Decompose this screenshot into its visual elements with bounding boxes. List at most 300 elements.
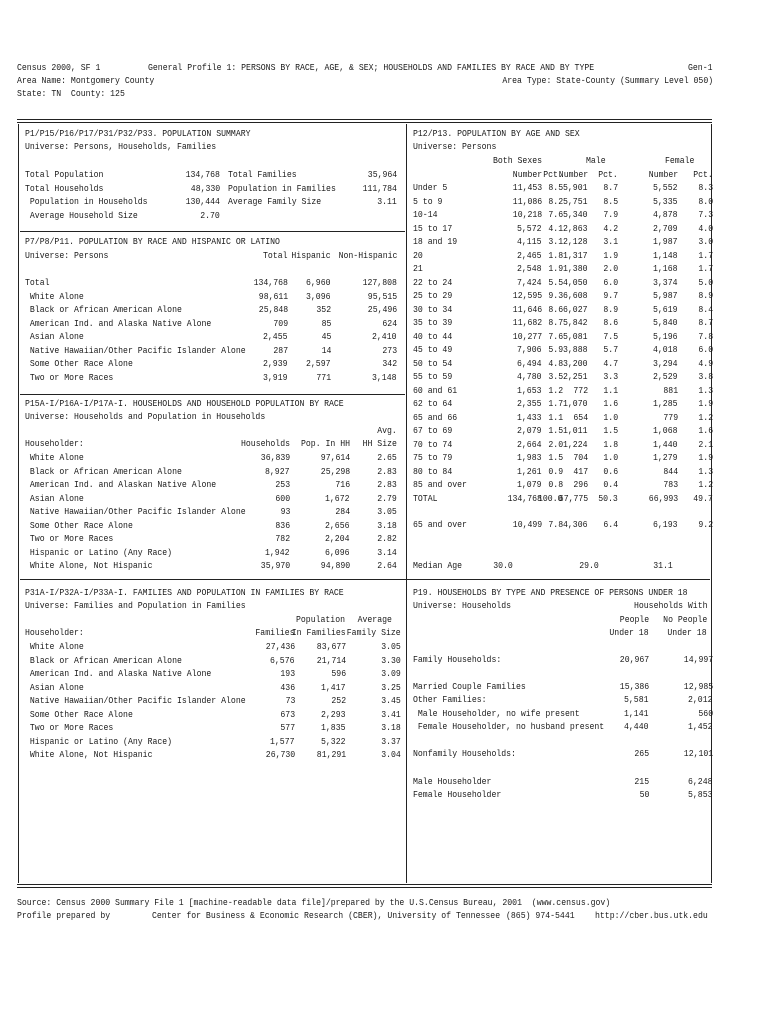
hh-type-head-under18-b: Under 18 bbox=[667, 627, 707, 638]
families-head-average: Average bbox=[357, 614, 392, 625]
without-under18: 560 bbox=[698, 708, 713, 719]
both-pct: 2.0 bbox=[548, 438, 563, 450]
householder-race: American Ind. and Alaska Native Alone bbox=[25, 668, 212, 679]
with-under18: 50 bbox=[639, 789, 649, 800]
female-number: 1,285 bbox=[653, 398, 678, 409]
race-nonhispanic: 342 bbox=[382, 358, 397, 369]
summary-value: 48,330 bbox=[190, 182, 220, 194]
family-size: 3.45 bbox=[381, 695, 401, 706]
hh-type-head-nopeople: No People bbox=[662, 614, 707, 625]
both-number: 7,906 bbox=[517, 344, 542, 355]
female-number: 2,709 bbox=[653, 222, 678, 234]
race-label: Asian Alone bbox=[25, 331, 84, 342]
median-age-male: 29.0 bbox=[579, 560, 599, 571]
households-count: 836 bbox=[275, 519, 290, 531]
male-pct: 1.6 bbox=[603, 398, 618, 409]
race-hispanic: 3,096 bbox=[306, 290, 331, 302]
footer-prepared-label: Profile prepared by bbox=[17, 910, 111, 921]
female-pct: 8.9 bbox=[698, 290, 713, 301]
both-pct: 5.9 bbox=[548, 344, 563, 355]
female-pct: 1.9 bbox=[698, 398, 713, 409]
pop-in-hh: 25,298 bbox=[320, 465, 350, 477]
both-number: 2,465 bbox=[517, 249, 542, 261]
householder-race: Native Hawaiian/Other Pacific Islander Alone bbox=[25, 506, 246, 517]
both-number: 2,079 bbox=[517, 425, 542, 436]
both-number: 11,682 bbox=[512, 317, 542, 328]
both-number: 11,086 bbox=[512, 195, 542, 207]
without-under18: 5,853 bbox=[688, 789, 713, 800]
male-pct: 7.5 bbox=[603, 330, 618, 342]
householder-race: Hispanic or Latino (Any Race) bbox=[25, 735, 173, 747]
race-hispanic: 771 bbox=[316, 371, 331, 383]
age-group: 20 bbox=[413, 249, 423, 261]
male-number: 5,901 bbox=[563, 182, 588, 193]
householder-race: Black or African American Alone bbox=[25, 465, 182, 477]
without-under18: 12,985 bbox=[683, 681, 713, 692]
male-pct: 0.6 bbox=[603, 465, 618, 477]
both-pct: 0.9 bbox=[548, 465, 563, 477]
female-number: 5,335 bbox=[653, 195, 678, 207]
householder-race: Some Other Race Alone bbox=[25, 519, 133, 531]
male-pct: 8.5 bbox=[603, 195, 618, 207]
hh-size: 2.64 bbox=[377, 560, 397, 571]
household-type: Other Families: bbox=[413, 694, 487, 705]
with-under18: 265 bbox=[634, 748, 649, 759]
households-count: 253 bbox=[275, 479, 290, 490]
both-pct: 1.5 bbox=[548, 425, 563, 436]
female-number: 844 bbox=[663, 465, 678, 477]
family-size: 3.18 bbox=[381, 722, 401, 733]
male-pct: 6.0 bbox=[603, 276, 618, 288]
householder-race: Some Other Race Alone bbox=[25, 708, 133, 720]
male-number: 1,380 bbox=[563, 263, 588, 274]
summary-value: 130,444 bbox=[185, 196, 220, 207]
female-number: 2,529 bbox=[653, 371, 678, 382]
summary-value: 3.11 bbox=[377, 196, 397, 207]
male-number: 3,888 bbox=[563, 344, 588, 355]
both-number: 5,572 bbox=[517, 222, 542, 234]
pop-in-hh: 97,614 bbox=[320, 452, 350, 463]
pop-in-families: 21,714 bbox=[316, 654, 346, 666]
family-size: 3.09 bbox=[381, 668, 401, 679]
male-pct: 2.0 bbox=[603, 263, 618, 274]
summary-label: Average Family Size bbox=[228, 196, 322, 207]
race-total: 134,768 bbox=[253, 277, 288, 288]
race-header-total: Total bbox=[263, 250, 288, 261]
both-pct: 7.8 bbox=[548, 519, 563, 530]
age-group: 50 to 54 bbox=[413, 357, 453, 369]
race-label: Two or More Races bbox=[25, 371, 114, 383]
householder-race: White Alone bbox=[25, 641, 84, 652]
female-pct: 8.3 bbox=[698, 182, 713, 193]
male-pct: 8.7 bbox=[603, 182, 618, 193]
families-count: 26,730 bbox=[265, 749, 295, 760]
age-group: 80 to 84 bbox=[413, 465, 453, 477]
both-pct: 0.8 bbox=[548, 479, 563, 490]
female-number: 5,196 bbox=[653, 330, 678, 342]
male-pct: 3.1 bbox=[603, 236, 618, 247]
female-pct: 3.8 bbox=[698, 371, 713, 382]
householder-race: Two or More Races bbox=[25, 722, 114, 733]
race-title: P7/P8/P11. POPULATION BY RACE AND HISPANIC OR LATINO bbox=[25, 236, 280, 247]
household-type: Nonfamily Households: bbox=[413, 748, 516, 759]
female-pct: 1.6 bbox=[698, 425, 713, 436]
hh-size: 2.79 bbox=[377, 492, 397, 504]
census-source-label: Census 2000, SF 1 bbox=[17, 62, 101, 73]
both-pct: 4.1 bbox=[548, 222, 563, 234]
family-size: 3.25 bbox=[381, 681, 401, 693]
race-hispanic: 6,960 bbox=[306, 277, 331, 288]
race-hispanic: 14 bbox=[321, 344, 331, 356]
female-pct: 1.7 bbox=[698, 263, 713, 274]
age-group: 60 and 61 bbox=[413, 384, 458, 396]
both-number: 7,424 bbox=[517, 276, 542, 288]
race-label: American Ind. and Alaska Native Alone bbox=[25, 317, 212, 329]
both-number: 4,115 bbox=[517, 236, 542, 247]
age-sex-universe: Universe: Persons bbox=[413, 141, 497, 152]
families-count: 193 bbox=[280, 668, 295, 679]
frame-left-border bbox=[18, 124, 19, 883]
race-label: Total bbox=[25, 277, 50, 288]
hh-type-head-with: Households With bbox=[634, 600, 708, 611]
footer-source: Source: Census 2000 Summary File 1 [machine-readable data file]/prepared by the U.S.Census Bureau, 2001 (www.census.gov) bbox=[17, 897, 611, 908]
male-number: 5,842 bbox=[563, 317, 588, 328]
female-number: 3,294 bbox=[653, 357, 678, 369]
both-number: 10,277 bbox=[512, 330, 542, 342]
household-type: Family Households: bbox=[413, 654, 502, 665]
female-number: 5,552 bbox=[653, 182, 678, 193]
race-header-nonhispanic: Non-Hispanic bbox=[338, 250, 397, 261]
age-group: 55 to 59 bbox=[413, 371, 453, 382]
hh-size: 2.83 bbox=[377, 465, 397, 477]
householder-race: White Alone, Not Hispanic bbox=[25, 749, 153, 760]
both-pct: 9.3 bbox=[548, 290, 563, 301]
age-group: 85 and over bbox=[413, 479, 467, 490]
male-pct: 8.6 bbox=[603, 317, 618, 328]
both-pct: 100.0 bbox=[538, 492, 563, 504]
male-pct: 1.1 bbox=[603, 384, 618, 396]
female-number: 5,619 bbox=[653, 303, 678, 315]
households-universe: Universe: Households and Population in Households bbox=[25, 411, 266, 422]
households-count: 8,927 bbox=[265, 465, 290, 477]
householder-race: Two or More Races bbox=[25, 533, 114, 544]
householder-race: Native Hawaiian/Other Pacific Islander Alone bbox=[25, 695, 246, 706]
age-group: 10-14 bbox=[413, 209, 438, 220]
race-nonhispanic: 127,808 bbox=[362, 277, 397, 288]
hh-type-title: P19. HOUSEHOLDS BY TYPE AND PRESENCE OF PERSONS UNDER 18 bbox=[413, 587, 688, 598]
both-number: 1,261 bbox=[517, 465, 542, 477]
household-type: Married Couple Families bbox=[413, 681, 526, 692]
age-group: 30 to 34 bbox=[413, 303, 453, 315]
male-number: 6,027 bbox=[563, 303, 588, 315]
male-pct: 50.3 bbox=[598, 492, 618, 504]
race-nonhispanic: 25,496 bbox=[367, 304, 397, 315]
race-total: 98,611 bbox=[258, 290, 288, 302]
race-nonhispanic: 2,410 bbox=[372, 331, 397, 342]
pop-in-families: 2,293 bbox=[321, 708, 346, 720]
households-count: 1,942 bbox=[265, 546, 290, 558]
both-pct: 1.2 bbox=[548, 384, 563, 396]
age-sex-group-both: Both Sexes bbox=[493, 155, 543, 166]
male-number: 1,070 bbox=[563, 398, 588, 409]
age-sex-group-female: Female bbox=[665, 155, 695, 166]
male-pct: 1.0 bbox=[603, 411, 618, 423]
male-pct: 4.7 bbox=[603, 357, 618, 369]
female-number: 1,440 bbox=[653, 438, 678, 450]
male-number: 3,200 bbox=[563, 357, 588, 369]
both-number: 1,653 bbox=[517, 384, 542, 396]
households-title: P15A-I/P16A-I/P17A-I. HOUSEHOLDS AND HOUSEHOLD POPULATION BY RACE bbox=[25, 398, 344, 409]
age-sex-title: P12/P13. POPULATION BY AGE AND SEX bbox=[413, 128, 580, 139]
race-hispanic: 85 bbox=[321, 317, 331, 329]
female-pct: 1.2 bbox=[698, 411, 713, 423]
householder-race: Black or African American Alone bbox=[25, 654, 182, 666]
race-total: 2,939 bbox=[263, 358, 288, 369]
with-under18: 15,386 bbox=[619, 681, 649, 692]
pop-in-families: 5,322 bbox=[321, 735, 346, 747]
female-number: 5,987 bbox=[653, 290, 678, 301]
age-group: Under 5 bbox=[413, 182, 448, 193]
both-pct: 8.6 bbox=[548, 303, 563, 315]
footer-prepared-by: Center for Business & Economic Research (CBER), University of Tennessee bbox=[152, 910, 501, 921]
both-pct: 1.7 bbox=[548, 398, 563, 409]
pop-summary-title: P1/P15/P16/P17/P31/P32/P33. POPULATION SUMMARY bbox=[25, 128, 251, 139]
female-pct: 8.0 bbox=[698, 195, 713, 207]
families-count: 436 bbox=[280, 681, 295, 693]
both-pct: 1.8 bbox=[548, 249, 563, 261]
pop-in-families: 596 bbox=[331, 668, 346, 679]
summary-label: Population in Families bbox=[228, 182, 336, 194]
female-number: 1,068 bbox=[653, 425, 678, 436]
hh-size: 2.82 bbox=[377, 533, 397, 544]
frame-bottom-rule bbox=[17, 884, 712, 888]
male-pct: 1.5 bbox=[603, 425, 618, 436]
male-pct: 1.9 bbox=[603, 249, 618, 261]
male-pct: Pct. bbox=[598, 169, 618, 180]
families-header-size: Family Size bbox=[347, 627, 401, 638]
male-number: 67,775 bbox=[558, 492, 588, 504]
age-group: 35 to 39 bbox=[413, 317, 453, 328]
households-count: 36,839 bbox=[260, 452, 290, 463]
householder-race: Asian Alone bbox=[25, 681, 84, 693]
female-number: 4,018 bbox=[653, 344, 678, 355]
household-type: Female Householder, no husband present bbox=[413, 721, 605, 732]
race-nonhispanic: 95,515 bbox=[367, 290, 397, 302]
footer-url: http://cber.bus.utk.edu bbox=[595, 910, 708, 921]
male-number: 2,128 bbox=[563, 236, 588, 247]
summary-label: Total Households bbox=[25, 182, 104, 194]
column-divider bbox=[406, 124, 407, 883]
female-pct: 7.8 bbox=[698, 330, 713, 342]
age-group: TOTAL bbox=[413, 492, 438, 504]
household-type: Female Householder bbox=[413, 789, 502, 800]
without-under18: 2,012 bbox=[688, 694, 713, 705]
pop-summary-universe: Universe: Persons, Households, Families bbox=[25, 141, 217, 152]
families-header-householder: Householder: bbox=[25, 627, 84, 638]
without-under18: 14,997 bbox=[683, 654, 713, 665]
race-total: 2,455 bbox=[263, 331, 288, 342]
summary-value: 111,784 bbox=[362, 182, 397, 194]
family-size: 3.30 bbox=[381, 654, 401, 666]
families-count: 577 bbox=[280, 722, 295, 733]
age-group: 75 to 79 bbox=[413, 452, 453, 463]
race-total: 25,848 bbox=[258, 304, 288, 315]
footer-phone: (865) 974-5441 bbox=[506, 910, 575, 921]
households-count: 35,970 bbox=[260, 560, 290, 571]
male-number: 1,317 bbox=[563, 249, 588, 261]
race-total: 709 bbox=[273, 317, 288, 329]
age-group: 18 and 19 bbox=[413, 236, 458, 247]
female-number: 1,148 bbox=[653, 249, 678, 261]
female-pct: 1.7 bbox=[698, 249, 713, 261]
median-age-female: 31.1 bbox=[653, 560, 673, 571]
both-pct: 5.5 bbox=[548, 276, 563, 288]
section-rule bbox=[20, 579, 710, 580]
families-count: 673 bbox=[280, 708, 295, 720]
race-total: 3,919 bbox=[263, 371, 288, 383]
both-number: 2,664 bbox=[517, 438, 542, 450]
summary-value: 35,964 bbox=[367, 169, 397, 180]
hh-size: 3.05 bbox=[377, 506, 397, 517]
both-pct: 7.6 bbox=[548, 330, 563, 342]
male-number: 296 bbox=[573, 479, 588, 490]
both-number: Number bbox=[512, 169, 542, 180]
male-number: 2,251 bbox=[563, 371, 588, 382]
male-number: Number bbox=[558, 169, 588, 180]
report-code: Gen-1 bbox=[688, 62, 713, 73]
hh-size: 2.65 bbox=[377, 452, 397, 463]
section-rule bbox=[20, 231, 405, 232]
male-pct: 5.7 bbox=[603, 344, 618, 355]
race-nonhispanic: 624 bbox=[382, 317, 397, 329]
pop-in-families: 1,417 bbox=[321, 681, 346, 693]
male-number: 6,608 bbox=[563, 290, 588, 301]
female-number: 6,193 bbox=[653, 519, 678, 530]
both-pct: 4.8 bbox=[548, 357, 563, 369]
area-type: Area Type: State-County (Summary Level 050) bbox=[502, 75, 713, 86]
male-number: 1,011 bbox=[563, 425, 588, 436]
race-label: Some Other Race Alone bbox=[25, 358, 133, 369]
households-header-pop: Pop. In HH bbox=[300, 438, 350, 449]
with-under18: 20,967 bbox=[619, 654, 649, 665]
hh-size: 3.14 bbox=[377, 546, 397, 558]
householder-race: White Alone, Not Hispanic bbox=[25, 560, 153, 571]
with-under18: 5,581 bbox=[624, 694, 649, 705]
pop-in-hh: 2,656 bbox=[325, 519, 350, 531]
both-number: 12,595 bbox=[512, 290, 542, 301]
male-pct: 1.8 bbox=[603, 438, 618, 450]
age-group: 65 and 66 bbox=[413, 411, 458, 423]
both-pct: 1.9 bbox=[548, 263, 563, 274]
male-pct: 0.4 bbox=[603, 479, 618, 490]
race-hispanic: 45 bbox=[321, 331, 331, 342]
male-number: 704 bbox=[573, 452, 588, 463]
age-group: 65 and over bbox=[413, 519, 467, 530]
both-pct: 3.5 bbox=[548, 371, 563, 382]
frame-top-rule bbox=[17, 119, 712, 123]
female-pct: 6.0 bbox=[698, 344, 713, 355]
both-number: 1,983 bbox=[517, 452, 542, 463]
both-pct: 1.1 bbox=[548, 411, 563, 423]
male-number: 5,751 bbox=[563, 195, 588, 207]
age-group: 70 to 74 bbox=[413, 438, 453, 450]
pop-in-families: 1,835 bbox=[321, 722, 346, 733]
both-pct: 3.1 bbox=[548, 236, 563, 247]
families-count: 27,436 bbox=[265, 641, 295, 652]
summary-label: Total Population bbox=[25, 169, 104, 180]
pop-in-hh: 6,096 bbox=[325, 546, 350, 558]
age-group: 40 to 44 bbox=[413, 330, 453, 342]
both-number: 11,646 bbox=[512, 303, 542, 315]
female-pct: 1.3 bbox=[698, 465, 713, 477]
family-size: 3.41 bbox=[381, 708, 401, 720]
race-label: Native Hawaiian/Other Pacific Islander Alone bbox=[25, 344, 246, 356]
section-rule bbox=[20, 394, 405, 395]
both-pct: 8.5 bbox=[548, 182, 563, 193]
age-sex-group-male: Male bbox=[586, 155, 606, 166]
female-pct: 49.7 bbox=[693, 492, 713, 504]
households-header-householder: Householder: bbox=[25, 438, 84, 449]
male-pct: 8.9 bbox=[603, 303, 618, 315]
householder-race: American Ind. and Alaskan Native Alone bbox=[25, 479, 217, 490]
pop-in-hh: 716 bbox=[335, 479, 350, 490]
households-count: 782 bbox=[275, 533, 290, 544]
households-header-size: HH Size bbox=[362, 438, 397, 449]
female-number: 66,993 bbox=[648, 492, 678, 504]
male-pct: 6.4 bbox=[603, 519, 618, 530]
family-size: 3.04 bbox=[381, 749, 401, 760]
female-number: Number bbox=[648, 169, 678, 180]
both-pct: 8.7 bbox=[548, 317, 563, 328]
male-pct: 1.0 bbox=[603, 452, 618, 463]
male-number: 772 bbox=[573, 384, 588, 396]
with-under18: 4,440 bbox=[624, 721, 649, 732]
pop-in-hh: 94,890 bbox=[320, 560, 350, 571]
race-total: 287 bbox=[273, 344, 288, 356]
female-pct: 9.2 bbox=[698, 519, 713, 530]
median-age-both: 30.0 bbox=[493, 560, 513, 571]
families-universe: Universe: Families and Population in Families bbox=[25, 600, 246, 611]
both-number: 134,768 bbox=[507, 492, 542, 504]
both-number: 6,494 bbox=[517, 357, 542, 369]
male-pct: 7.9 bbox=[603, 209, 618, 220]
age-group: 67 to 69 bbox=[413, 425, 453, 436]
families-count: 73 bbox=[285, 695, 295, 706]
pop-in-hh: 2,204 bbox=[325, 533, 350, 544]
families-title: P31A-I/P32A-I/P33A-I. FAMILIES AND POPULATION IN FAMILIES BY RACE bbox=[25, 587, 344, 598]
without-under18: 12,101 bbox=[683, 748, 713, 759]
hh-size: 2.83 bbox=[377, 479, 397, 490]
female-pct: 8.4 bbox=[698, 303, 713, 315]
state-county: State: TN County: 125 bbox=[17, 88, 125, 99]
male-number: 417 bbox=[573, 465, 588, 477]
hh-type-head-people: People bbox=[619, 614, 649, 625]
female-pct: 7.3 bbox=[698, 209, 713, 220]
female-pct: 1.2 bbox=[698, 479, 713, 490]
age-group: 15 to 17 bbox=[413, 222, 453, 234]
female-number: 881 bbox=[663, 384, 678, 396]
both-number: 1,079 bbox=[517, 479, 542, 490]
female-number: 1,168 bbox=[653, 263, 678, 274]
male-number: 4,050 bbox=[563, 276, 588, 288]
race-nonhispanic: 273 bbox=[382, 344, 397, 356]
female-number: 1,279 bbox=[653, 452, 678, 463]
female-pct: 1.9 bbox=[698, 452, 713, 463]
race-hispanic: 2,597 bbox=[306, 358, 331, 369]
both-number: 11,453 bbox=[512, 182, 542, 193]
male-number: 4,306 bbox=[563, 519, 588, 530]
household-type: Male Householder bbox=[413, 776, 492, 787]
